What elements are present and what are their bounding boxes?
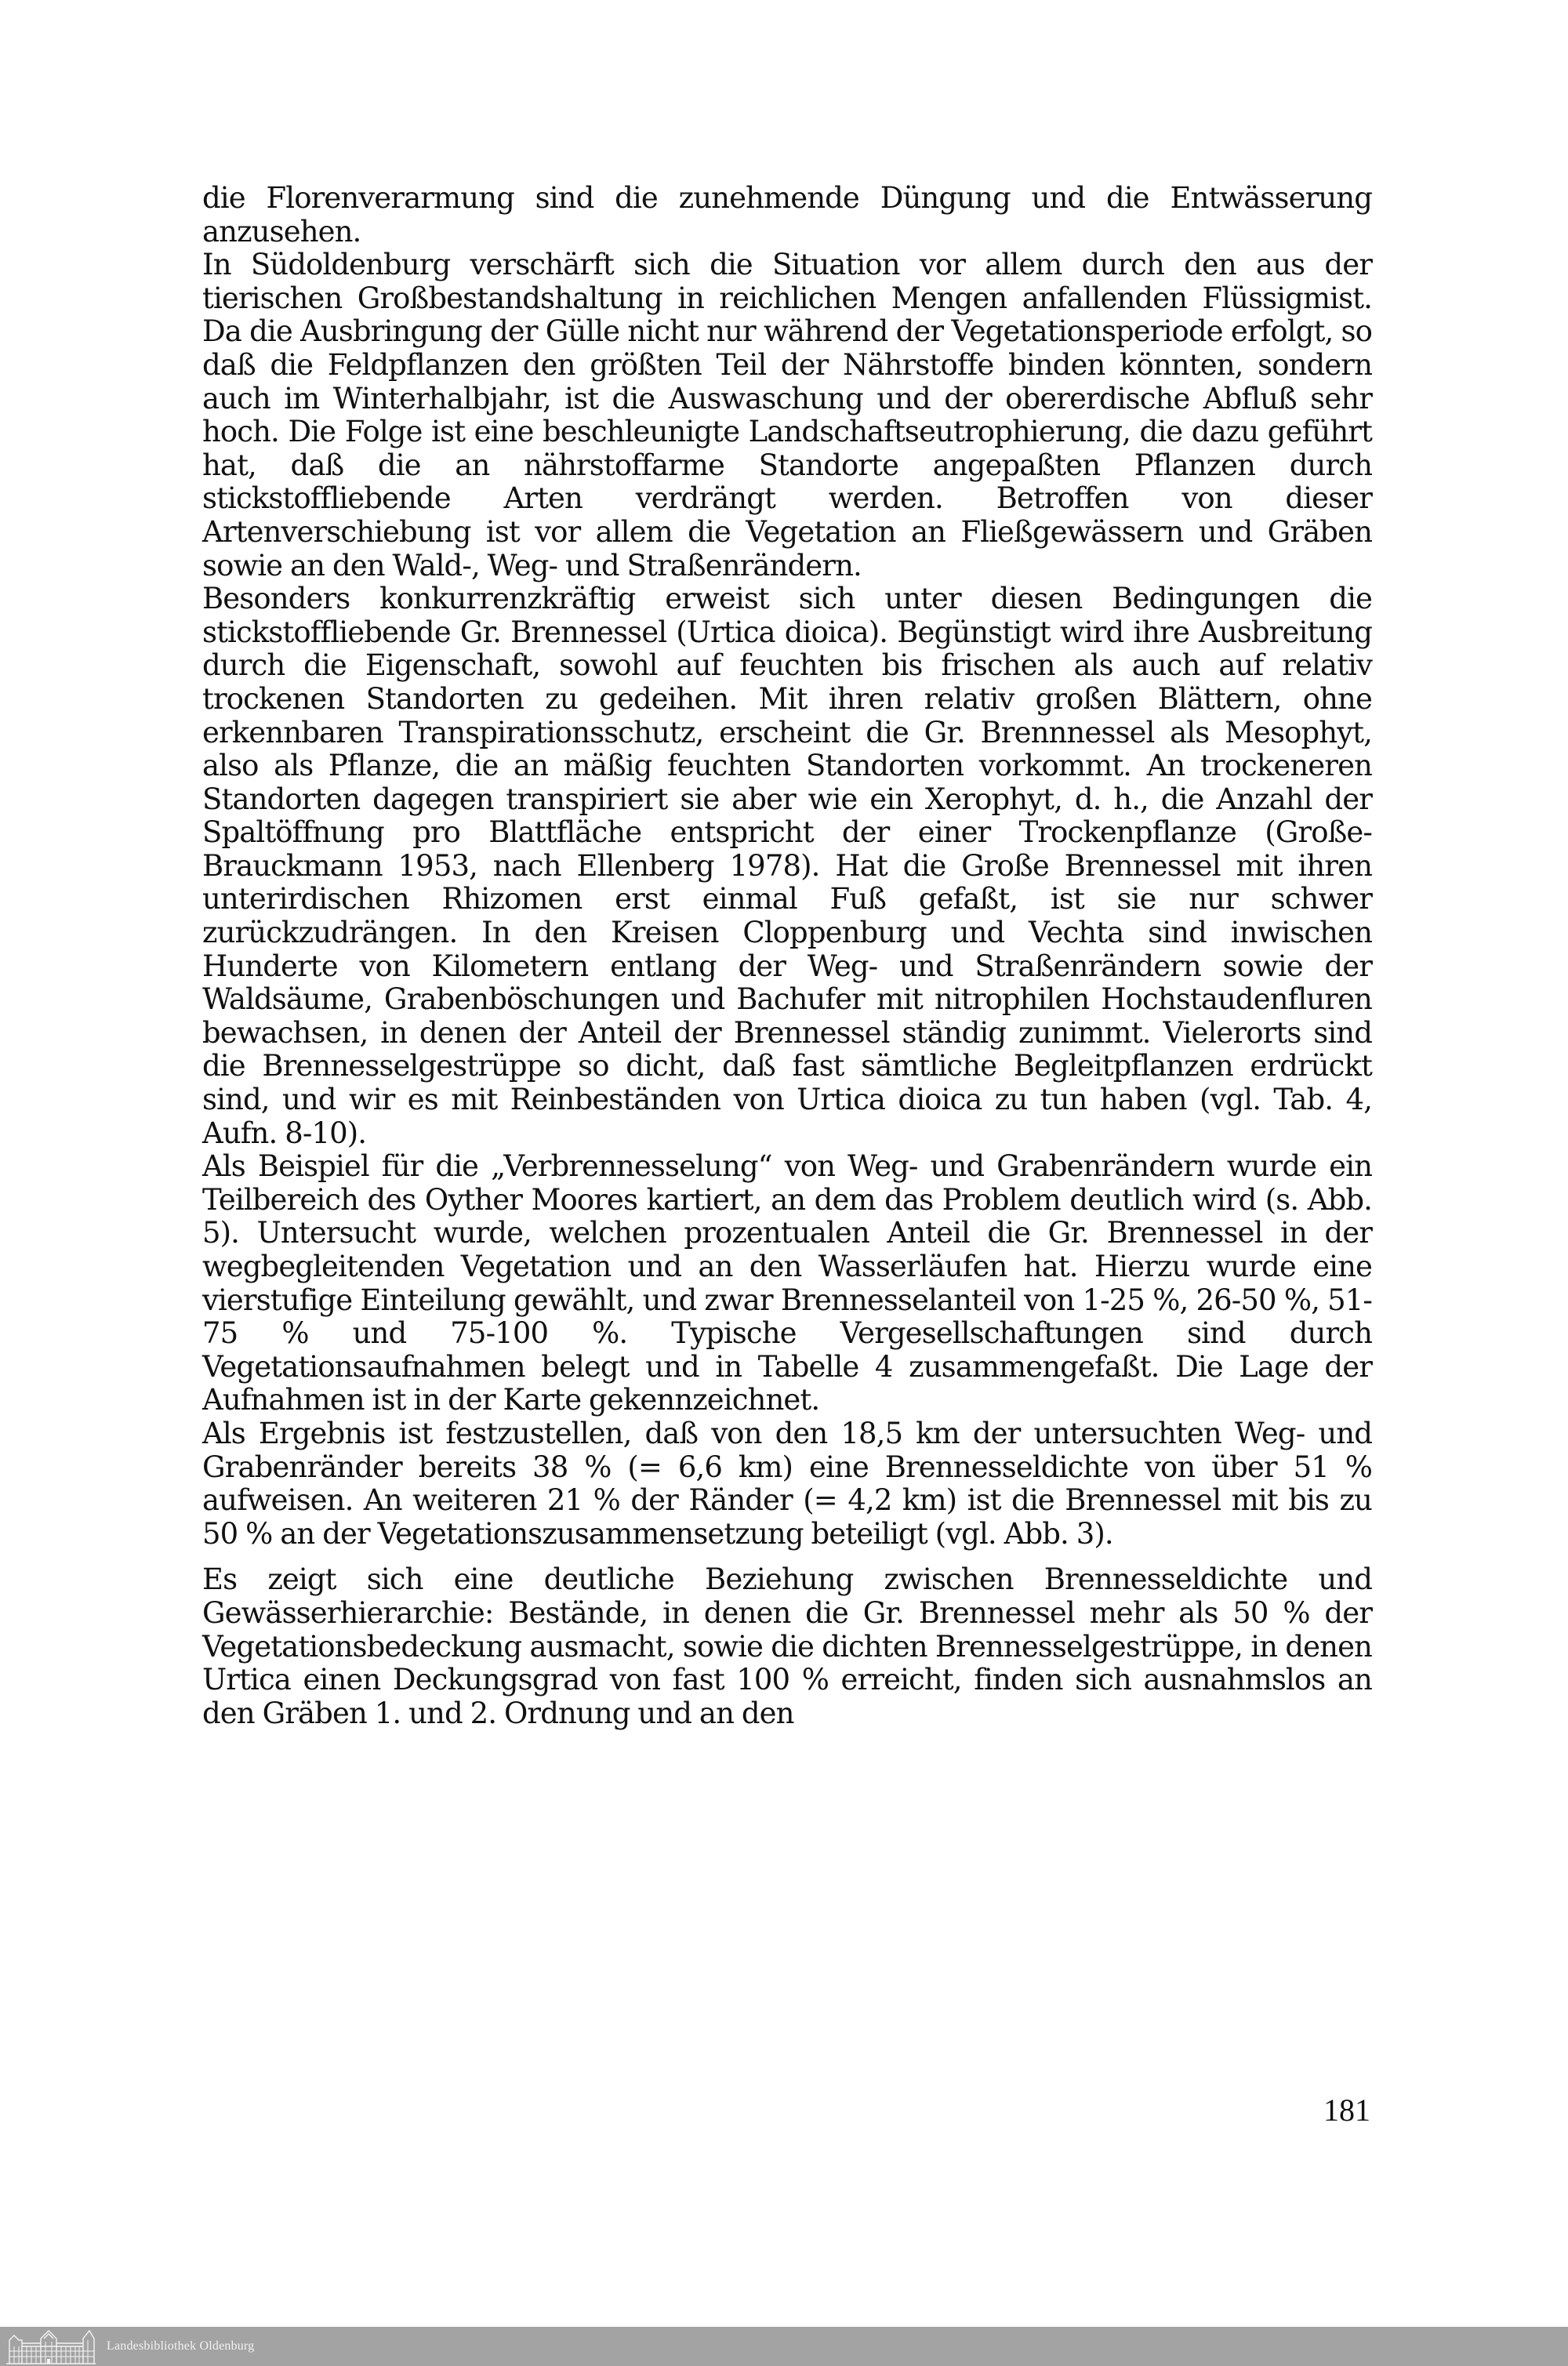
paragraph-6: Es zeigt sich eine deutliche Beziehung zwischen Brennesseldichte und Gewässerhierarchie: Bestände, in denen die Gr. Brennessel mehr als 50 % der Vegetationsbedeckung ausmacht, sowie die dichten Brennesselgestrüppe, in denen Urtica einen Deckungsgrad von fast 100 % erreicht, finden sich ausnahmslos an den Gräben 1. und 2. Ordnung und an den xyxy=(202,1562,1372,1730)
library-name: Landesbibliothek Oldenburg xyxy=(107,2339,255,2353)
paragraph-3: Besonders konkurrenzkräftig erweist sich unter diesen Bedingungen die stickstoffliebende Gr. Brennessel (Urtica dioica). Begünstigt wird ihre Ausbreitung durch die Eigenschaft, sowohl auf feuchten bis frischen als auch auf relativ trockenen Standorten zu gedeihen. Mit ihren relativ großen Blättern, ohne erkennbaren Transpirationsschutz, erscheint die Gr. Brennnessel als Mesophyt, also als Pflanze, die an mäßig feuchten Standorten vorkommt. An trockeneren Standorten dagegen transpiriert sie aber wie ein Xerophyt, d. h., die Anzahl der Spaltöffnung pro Blattfläche entspricht der einer Trockenpflanze (Große-Brauckmann 1953, nach Ellenberg 1978). Hat die Große Brennessel mit ihren unterirdischen Rhizomen erst einmal Fuß gefaßt, ist sie nur schwer zurückzudrängen. In den Kreisen Cloppenburg und Vechta sind inwischen Hunderte von Kilometern entlang der Weg- und Straßenrändern sowie der Waldsäume, Grabenböschungen und Bachufer mit nitrophilen Hochstaudenfluren bewachsen, in denen der Anteil der Brennessel ständig zunimmt. Vielerorts sind die Brennesselgestrüppe so dicht, daß fast sämtliche Begleitpflanzen erdrückt sind, und wir es mit Reinbeständen von Urtica dioica zu tun haben (vgl. Tab. 4, Aufn. 8-10). xyxy=(202,582,1372,1150)
paragraph-2: In Südoldenburg verschärft sich die Situation vor allem durch den aus der tierischen Großbestandshaltung in reichlichen Mengen anfallenden Flüssigmist. Da die Ausbringung der Gülle nicht nur während der Vegetationsperiode erfolgt, so daß die Feldpflanzen den größten Teil der Nährstoffe binden könnten, sondern auch im Winterhalbjahr, ist die Auswaschung und der obererdische Abfluß sehr hoch. Die Folge ist eine beschleunigte Landschaftseutrophierung, die dazu geführt hat, daß die an nährstoffarme Standorte angepaßten Pflanzen durch stickstoffliebende Arten verdrängt werden. Betroffen von dieser Artenverschiebung ist vor allem die Vegetation an Fließgewässern und Gräben sowie an den Wald-, Weg- und Straßenrändern. xyxy=(202,248,1372,582)
library-building-icon xyxy=(5,2328,97,2365)
paragraph-5: Als Ergebnis ist festzustellen, daß von den 18,5 km der untersuchten Weg- und Grabenränder bereits 38 % (= 6,6 km) eine Brennesseldichte von über 51 % aufweisen. An weiteren 21 % der Ränder (= 4,2 km) ist die Brennessel mit bis zu 50 % an der Vegetationszusammensetzung beteiligt (vgl. Abb. 3). xyxy=(202,1416,1372,1551)
library-footer-bar xyxy=(0,2327,1568,2366)
document-body xyxy=(202,182,1372,1730)
paragraph-4: Als Beispiel für die „Verbrennesselung“ von Weg- und Grabenrändern wurde ein Teilbereich des Oyther Moores kartiert, an dem das Problem deutlich wird (s. Abb. 5). Untersucht wurde, welchen prozentualen Anteil die Gr. Brennessel in der wegbegleitenden Vegetation und an den Wasserläufen hat. Hierzu wurde eine vierstufige Einteilung gewählt, und zwar Brennesselanteil von 1-25 %, 26-50 %, 51-75 % und 75-100 %. Typische Vergesellschaftungen sind durch Vegetationsaufnahmen belegt und in Tabelle 4 zusammengefaßt. Die Lage der Aufnahmen ist in der Karte gekennzeichnet. xyxy=(202,1149,1372,1417)
paragraph-1: die Florenverarmung sind die zunehmende Düngung und die Entwässerung anzusehen. xyxy=(202,181,1372,249)
page-number: 181 xyxy=(1323,2092,1370,2128)
